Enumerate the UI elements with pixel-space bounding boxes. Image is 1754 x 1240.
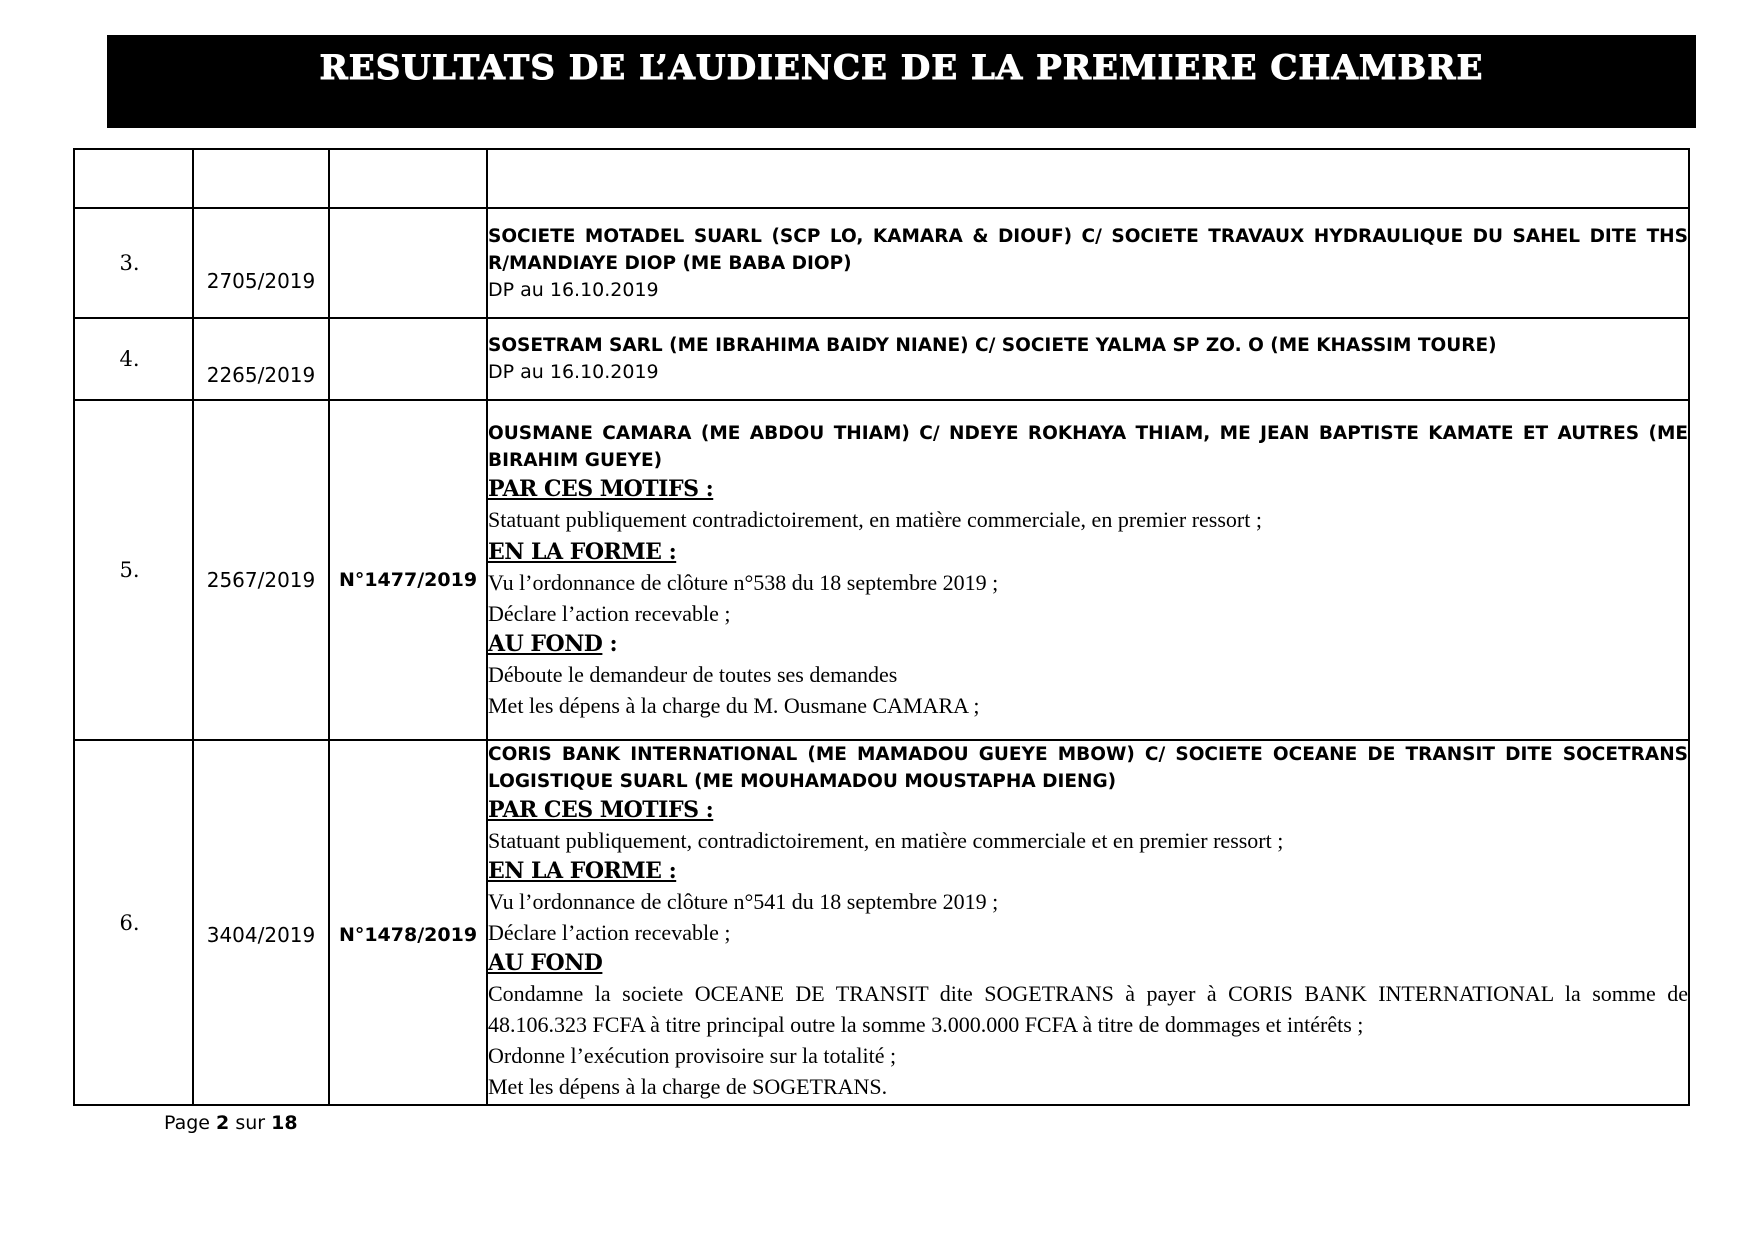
- results-table: [73, 148, 1690, 1106]
- forme-line: Vu l’ordonnance de clôture n°541 du 18 septembre 2019 ;: [488, 889, 999, 914]
- table-row: [74, 400, 1689, 740]
- case-reference: 2265/2019: [193, 318, 329, 400]
- current-page-number: 2: [216, 1112, 230, 1134]
- fond-line: Met les dépens à la charge du M. Ousmane CAMARA ;: [488, 692, 980, 718]
- motifs-text: Statuant publiquement contradictoirement, en matière commerciale, en premier ressort ;: [488, 506, 1262, 532]
- fond-heading: AU FOND: [488, 630, 603, 657]
- motifs-heading: PAR CES MOTIFS :: [488, 475, 714, 502]
- header-cell: [193, 149, 329, 208]
- row-number: 4.: [74, 318, 193, 400]
- case-reference: 2567/2019: [193, 400, 329, 740]
- fond-heading-suffix: :: [602, 630, 618, 657]
- row-number: 3.: [74, 208, 193, 318]
- fond-heading-wrap: [488, 629, 1688, 659]
- forme-heading: EN LA FORME :: [488, 538, 677, 565]
- page-title: RESULTATS DE L’AUDIENCE DE LA PREMIERE CHAMBRE: [319, 47, 1484, 88]
- case-content: [487, 208, 1689, 318]
- case-parties: SOCIETE MOTADEL SUARL (SCP LO, KAMARA & DIOUF) C/ SOCIETE TRAVAUX HYDRAULIQUE DU SAHEL DITE THS R/MANDIAYE DIOP (ME BABA DIOP): [488, 225, 1688, 274]
- page-footer: [164, 1112, 298, 1134]
- row-number: 5.: [74, 400, 193, 740]
- motifs-heading: PAR CES MOTIFS :: [488, 797, 714, 823]
- case-parties: CORIS BANK INTERNATIONAL (ME MAMADOU GUEYE MBOW) C/ SOCIETE OCEANE DE TRANSIT DITE SOCETRANS LOGISTIQUE SUARL (ME MOUHAMADOU MOUSTAPHA DIENG): [488, 744, 1688, 792]
- page-label-prefix: Page: [164, 1112, 217, 1134]
- case-content: [487, 740, 1689, 1105]
- table-row: [74, 208, 1689, 318]
- motifs-text: Statuant publiquement, contradictoirement, en matière commerciale et en premier ressort ;: [488, 828, 1284, 853]
- table-row: [74, 740, 1689, 1105]
- forme-heading: EN LA FORME :: [488, 858, 677, 884]
- fond-line: Ordonne l’exécution provisoire sur la totalité ;: [488, 1043, 897, 1068]
- row-number: 6.: [74, 740, 193, 1105]
- total-page-count: 18: [271, 1112, 298, 1134]
- title-banner: [107, 35, 1696, 128]
- fond-line: Déboute le demandeur de toutes ses demandes: [488, 661, 898, 687]
- fond-heading: AU FOND: [488, 950, 603, 976]
- fond-line: Condamne la societe OCEANE DE TRANSIT dite SOGETRANS à payer à CORIS BANK INTERNATIONAL la somme de 48.106.323 FCFA à titre principal outre la somme 3.000.000 FCFA à titre de dommages et intérêts ;: [488, 981, 1688, 1037]
- decision-number: [329, 318, 487, 400]
- case-status: DP au 16.10.2019: [488, 361, 659, 383]
- case-parties: OUSMANE CAMARA (ME ABDOU THIAM) C/ NDEYE ROKHAYA THIAM, ME JEAN BAPTISTE KAMATE ET AUTRES (ME BIRAHIM GUEYE): [488, 422, 1688, 471]
- decision-number: N°1477/2019: [329, 400, 487, 740]
- case-parties: SOSETRAM SARL (ME IBRAHIMA BAIDY NIANE) C/ SOCIETE YALMA SP ZO. O (ME KHASSIM TOURE): [488, 335, 1497, 356]
- header-cell: [74, 149, 193, 208]
- page-label-middle: sur: [229, 1112, 272, 1134]
- forme-line: Vu l’ordonnance de clôture n°538 du 18 septembre 2019 ;: [488, 569, 999, 595]
- decision-number: [329, 208, 487, 318]
- case-reference: 3404/2019: [193, 740, 329, 1105]
- case-reference: 2705/2019: [193, 208, 329, 318]
- decision-number: N°1478/2019: [329, 740, 487, 1105]
- case-status: DP au 16.10.2019: [488, 278, 659, 301]
- fond-line: Met les dépens à la charge de SOGETRANS.: [488, 1074, 888, 1099]
- header-cell: [329, 149, 487, 208]
- table-row: [74, 318, 1689, 400]
- case-content: [487, 400, 1689, 740]
- header-cell: [487, 149, 1689, 208]
- case-content: [487, 318, 1689, 400]
- forme-line: Déclare l’action recevable ;: [488, 600, 731, 626]
- table-header-row: [74, 149, 1689, 208]
- forme-line: Déclare l’action recevable ;: [488, 920, 731, 945]
